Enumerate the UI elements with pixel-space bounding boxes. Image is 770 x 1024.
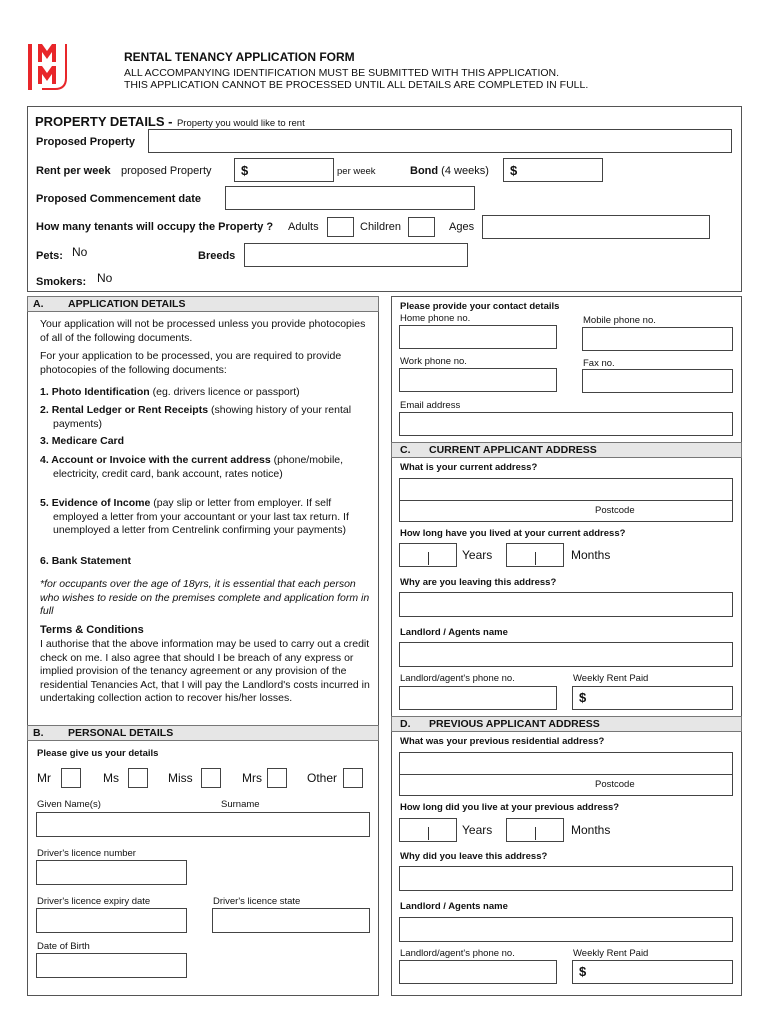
licence-state-label: Driver's licence state <box>213 896 301 907</box>
current-address-label: What is your current address? <box>400 462 538 473</box>
previous-landlord-phone-input[interactable] <box>399 960 557 984</box>
current-rent-paid-input[interactable] <box>572 686 733 710</box>
current-postcode-label: Postcode <box>595 505 635 516</box>
licence-expiry-label: Driver's licence expiry date <box>37 896 151 907</box>
bond-input[interactable] <box>503 158 603 182</box>
previous-years-input[interactable] <box>399 818 457 842</box>
proposed-property-input[interactable] <box>148 129 732 153</box>
title-mrs-checkbox[interactable] <box>267 768 287 788</box>
form-title: RENTAL TENANCY APPLICATION FORM <box>124 50 355 64</box>
title-mrs-label: Mrs <box>242 771 262 785</box>
current-months-label: Months <box>571 548 611 562</box>
per-week-label: per week <box>337 166 376 177</box>
previous-years-label: Years <box>462 823 493 837</box>
licence-number-label: Driver's licence number <box>37 848 136 859</box>
left-reason-label: Why did you leave this address? <box>400 851 548 862</box>
given-name-label: Given Name(s) <box>37 799 101 810</box>
ages-input[interactable] <box>482 215 710 239</box>
previous-rent-paid-input[interactable] <box>572 960 733 984</box>
title-other-checkbox[interactable] <box>343 768 363 788</box>
previous-landlord-input[interactable] <box>399 917 733 942</box>
dob-input[interactable] <box>36 953 187 978</box>
personal-details-prompt: Please give us your details <box>37 748 159 759</box>
current-landlord-phone-input[interactable] <box>399 686 557 710</box>
previous-postcode-label: Postcode <box>595 779 635 790</box>
children-label: Children <box>360 221 401 233</box>
email-label: Email address <box>400 400 461 411</box>
leaving-reason-label: Why are you leaving this address? <box>400 577 557 588</box>
licence-expiry-input[interactable] <box>36 908 187 933</box>
adults-input[interactable] <box>327 217 354 237</box>
title-other-label: Other <box>307 771 338 785</box>
current-landlord-label: Landlord / Agents name <box>400 627 508 638</box>
ages-label: Ages <box>449 221 475 233</box>
previous-landlord-phone-label: Landlord/agent's phone no. <box>400 948 515 959</box>
tenants-label: How many tenants will occupy the Property ? <box>36 221 274 233</box>
title-mr-checkbox[interactable] <box>61 768 81 788</box>
title-mr-label: Mr <box>37 771 51 785</box>
current-address-input[interactable] <box>399 478 733 522</box>
previous-address-input[interactable] <box>399 752 733 796</box>
rent-currency: $ <box>241 163 249 178</box>
bond-label: Bond (4 weeks) <box>410 165 489 177</box>
notice-line-1: ALL ACCOMPANYING IDENTIFICATION MUST BE SUBMITTED WITH THIS APPLICATION. <box>124 67 560 79</box>
section-a-intro-1: Your application will not be processed unless you provide photocopies of all of the following documents. <box>40 318 366 344</box>
breeds-input[interactable] <box>244 243 468 267</box>
work-phone-input[interactable] <box>399 368 557 392</box>
licence-number-input[interactable] <box>36 860 187 885</box>
home-phone-label: Home phone no. <box>400 313 471 324</box>
previous-rent-paid-label: Weekly Rent Paid <box>573 948 649 959</box>
document-item-2: 2. Rental Ledger or Rent Receipts (showing history of your rental payments) <box>40 404 352 430</box>
document-item-4: 4. Account or Invoice with the current address (phone/mobile, electricity, credit card, bank account, rates notice) <box>40 454 344 480</box>
current-landlord-input[interactable] <box>399 642 733 667</box>
previous-rent-currency: $ <box>579 964 587 979</box>
rent-hint: proposed Property <box>121 165 212 177</box>
work-phone-label: Work phone no. <box>400 356 467 367</box>
commencement-input[interactable] <box>225 186 475 210</box>
section-b-header: B. PERSONAL DETAILS <box>27 725 379 741</box>
email-input[interactable] <box>399 412 733 436</box>
licence-state-input[interactable] <box>212 908 370 933</box>
occupants-note: *for occupants over the age of 18yrs, it is essential that each person who wishes to reside on the premises complete and application form in full <box>40 578 370 617</box>
pets-value: No <box>72 245 88 259</box>
current-rent-paid-label: Weekly Rent Paid <box>573 673 649 684</box>
home-phone-input[interactable] <box>399 325 557 349</box>
smokers-value: No <box>97 271 113 285</box>
previous-address-label: What was your previous residential address? <box>400 736 605 747</box>
adults-label: Adults <box>288 221 319 233</box>
dob-label: Date of Birth <box>37 941 90 952</box>
current-landlord-phone-label: Landlord/agent's phone no. <box>400 673 515 684</box>
terms-title: Terms & Conditions <box>40 624 144 636</box>
commencement-label: Proposed Commencement date <box>36 193 202 205</box>
previous-months-input[interactable] <box>506 818 564 842</box>
pets-label: Pets: <box>36 250 63 262</box>
current-months-input[interactable] <box>506 543 564 567</box>
smokers-label: Smokers: <box>36 276 87 288</box>
section-d-header: D. PREVIOUS APPLICANT ADDRESS <box>391 716 742 732</box>
rent-label: Rent per week <box>36 165 111 177</box>
current-rent-currency: $ <box>579 690 587 705</box>
document-item-5: 5. Evidence of Income (pay slip or letter from employer. If self employed a letter from your accountant or your last tax return. If unemployed a letter from Centrelink confirming your payments) <box>40 497 349 536</box>
name-input[interactable] <box>36 812 370 837</box>
document-item-3: 3. Medicare Card <box>40 435 125 447</box>
section-a-intro-2: For your application to be processed, you are required to provide photocopies of the following documents: <box>40 350 342 376</box>
fax-label: Fax no. <box>583 358 615 369</box>
children-input[interactable] <box>408 217 435 237</box>
property-heading: PROPERTY DETAILS - Property you would like to rent <box>35 114 305 129</box>
terms-text: I authorise that the above information may be used to carry out a credit check on me. I also agree that should I be breach of any express or implied provision of the tenancy agreement or any provision of the residential Tenancies Act, that I will pay the Landlord's costs incurred in undertaking collection action to recover his/her losses. <box>40 638 370 704</box>
company-logo <box>28 40 92 92</box>
title-miss-label: Miss <box>168 771 193 785</box>
previous-duration-label: How long did you live at your previous address? <box>400 802 620 813</box>
rent-input[interactable] <box>234 158 334 182</box>
fax-input[interactable] <box>582 369 733 393</box>
contact-heading: Please provide your contact details <box>400 301 560 312</box>
current-duration-label: How long have you lived at your current address? <box>400 528 626 539</box>
previous-months-label: Months <box>571 823 611 837</box>
document-item-1: 1. Photo Identification (eg. drivers licence or passport) <box>40 386 300 398</box>
surname-label: Surname <box>221 799 260 810</box>
leaving-reason-input[interactable] <box>399 592 733 617</box>
title-ms-label: Ms <box>103 771 119 785</box>
document-item-6: 6. Bank Statement <box>40 555 132 567</box>
current-years-input[interactable] <box>399 543 457 567</box>
notice-line-2: THIS APPLICATION CANNOT BE PROCESSED UNTIL ALL DETAILS ARE COMPLETED IN FULL. <box>124 79 589 91</box>
title-miss-checkbox[interactable] <box>201 768 221 788</box>
previous-landlord-label: Landlord / Agents name <box>400 901 508 912</box>
mobile-phone-label: Mobile phone no. <box>583 315 656 326</box>
left-reason-input[interactable] <box>399 866 733 891</box>
breeds-label: Breeds <box>198 250 236 262</box>
section-a-header: A. APPLICATION DETAILS <box>27 296 379 312</box>
proposed-property-label: Proposed Property <box>36 136 136 148</box>
current-years-label: Years <box>462 548 493 562</box>
title-ms-checkbox[interactable] <box>128 768 148 788</box>
section-c-header: C. CURRENT APPLICANT ADDRESS <box>391 442 742 458</box>
mobile-phone-input[interactable] <box>582 327 733 351</box>
bond-currency: $ <box>510 163 518 178</box>
